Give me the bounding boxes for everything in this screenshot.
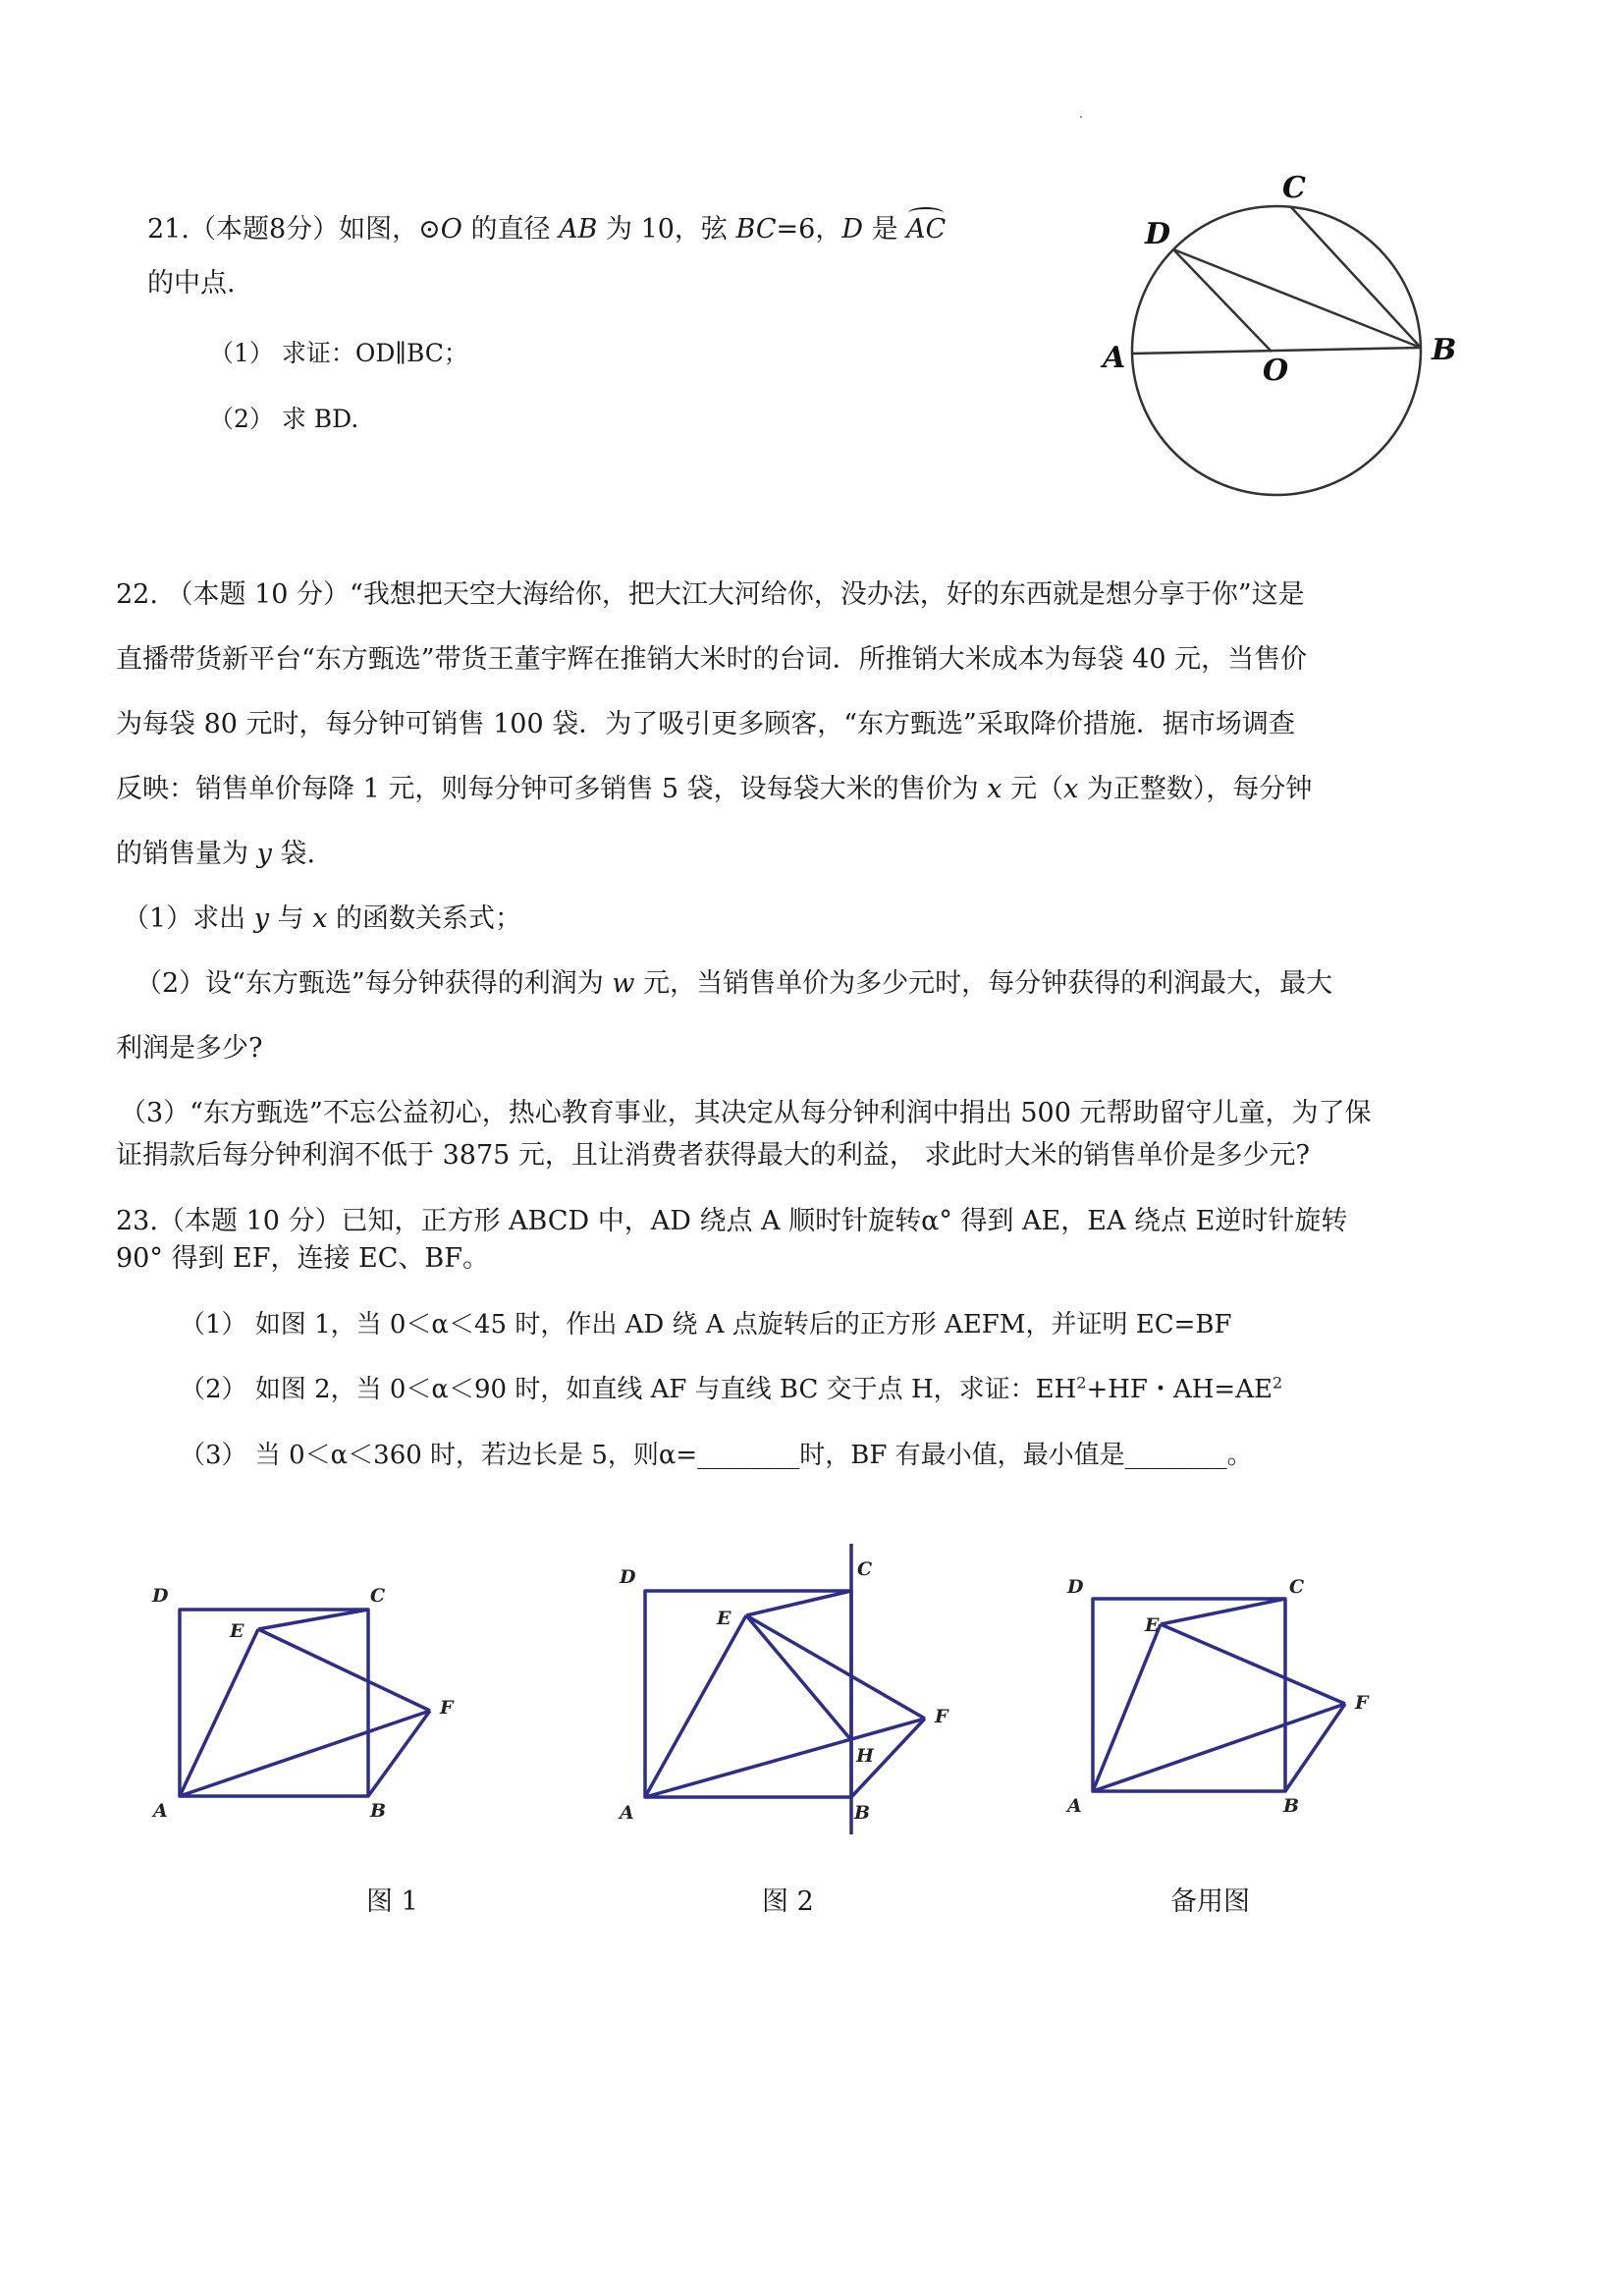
segment-af [645, 1719, 925, 1797]
q23-sub2 [180, 1373, 1282, 1406]
q22-sub2-b: 元，当销售单价为多少元时，每分钟获得的利润最大，最大 [634, 968, 1333, 999]
q23-sub1: （1） 如图 1，当 0＜α＜45 时，作出 AD 绕 A 点旋转后的正方形 AEFM，并证明 EC=BF [180, 1310, 1232, 1339]
superscript-2: 2 [1272, 1373, 1283, 1393]
circle-symbol: ⊙ [418, 214, 441, 245]
q22-sub1-a: （1）求出 [123, 903, 254, 934]
arc-ac: AC [906, 214, 947, 245]
square-abcd [645, 1591, 851, 1797]
fig2-label-a: A [620, 1802, 634, 1824]
q22-sub1-c: 的函数关系式； [327, 903, 522, 934]
square-abcd [1093, 1599, 1285, 1791]
q21-sub1: （1） 求证：OD∥BC； [209, 339, 468, 367]
var-w: w [612, 968, 635, 999]
segment-bf [368, 1711, 430, 1796]
segment-ef [746, 1615, 925, 1719]
fig2-label-d: D [620, 1566, 636, 1588]
q21-circle-figure [1090, 167, 1463, 511]
fig1-label-f: F [440, 1697, 454, 1719]
segment-ef [258, 1629, 430, 1711]
fig1-label-c: C [370, 1585, 386, 1607]
q23-figure-1 [147, 1571, 481, 1827]
q21-d: D [841, 214, 863, 245]
segment-ae [180, 1629, 258, 1796]
point-c-label: C [1282, 171, 1306, 205]
q23-sub3: （3） 当 0＜α＜360 时，若边长是 5，则α=________时，BF 有最小值，最小值是________。 [180, 1441, 1253, 1470]
q21-text-b: 为 10，弦 [597, 214, 736, 245]
backup-label-c: C [1289, 1576, 1305, 1598]
var-x: x [1063, 774, 1079, 804]
q23-line1: 23.（本题 10 分）已知，正方形 ABCD 中，AD 绕点 A 顺时针旋转α° 得到 AE，EA 绕点 E逆时针旋转 [116, 1206, 1348, 1236]
fig1-label-e: E [230, 1620, 244, 1642]
q21-bc: BC [735, 214, 777, 245]
q22-line4-b: 元（ [1001, 774, 1064, 804]
caption-figure-1: 图 1 [366, 1886, 418, 1917]
fig2-label-h: H [856, 1745, 874, 1767]
fig1-label-d: D [152, 1585, 169, 1607]
q22-line4-a: 反映：销售单价每降 1 元，则每分钟可多销售 5 袋，设每袋大米的售价为 [116, 774, 988, 804]
segment-eh [746, 1615, 851, 1740]
q23-line2: 90° 得到 EF，连接 EC、BF。 [116, 1243, 489, 1274]
caption-figure-2: 图 2 [762, 1886, 814, 1917]
q22-line4-c: 为正整数），每分钟 [1078, 774, 1313, 804]
q23-sub2-b: +HF・AH=AE [1086, 1375, 1272, 1404]
backup-label-a: A [1067, 1795, 1082, 1817]
backup-label-e: E [1145, 1614, 1160, 1636]
q22-sub1-b: 与 [269, 903, 313, 934]
fig2-label-c: C [857, 1558, 873, 1580]
var-x: x [987, 774, 1002, 804]
chord-db [1173, 249, 1421, 348]
segment-ec [746, 1591, 851, 1615]
superscript-2: 2 [1076, 1373, 1087, 1393]
backup-label-f: F [1355, 1692, 1369, 1714]
q22-line2: 直播带货新平台“东方甄选”带货王董宇辉在推销大米时的台词．所推销大米成本为每袋 40 元，当售价 [116, 644, 1308, 675]
point-d-label: D [1145, 217, 1171, 251]
q21-text-d: 是 [863, 214, 907, 245]
q22-sub2 [135, 967, 1332, 1001]
q22-sub1 [123, 902, 521, 936]
q22-sub3-line2: 证捐款后每分钟利润不低于 3875 元，且让消费者获得最大的利益， 求此时大米的销售单价是多少元? [116, 1140, 1310, 1171]
var-x: x [312, 903, 328, 934]
fig2-label-e: E [717, 1608, 731, 1629]
fig1-label-b: B [370, 1800, 387, 1822]
caption-backup-figure: 备用图 [1170, 1886, 1250, 1917]
q22-sub3-line1: （3）“东方甄选”不忘公益初心，热心教育事业，其决定从每分钟利润中捐出 500 元帮助留守儿童，为了保 [120, 1098, 1372, 1128]
segment-do [1173, 249, 1272, 352]
segment-ec [1161, 1599, 1285, 1624]
segment-ef [1161, 1624, 1345, 1704]
q21-sub2: （2） 求 BD. [209, 405, 359, 433]
q22-line4 [116, 773, 1312, 806]
q21-line2: 的中点. [147, 268, 236, 299]
q23-sub2-a: （2） 如图 2，当 0＜α＜90 时，如直线 AF 与直线 BC 交于点 H，求证：EH [180, 1375, 1077, 1404]
backup-label-b: B [1283, 1795, 1300, 1817]
q22-line5 [116, 838, 315, 871]
speck-mark [1080, 116, 1082, 118]
point-o-label: O [1263, 354, 1289, 388]
var-y: y [256, 839, 272, 869]
q22-line1: 22. （本题 10 分）“我想把天空大海给你，把大江大河给你，没办法，好的东西就是想分享于你”这是 [116, 579, 1305, 610]
q22-sub2-line2: 利润是多少? [116, 1033, 263, 1064]
circle-o: O [440, 214, 462, 245]
q21-text-a: 的直径 [461, 214, 560, 245]
fig2-label-b: B [854, 1802, 871, 1824]
q21-text-c: =6， [776, 214, 842, 245]
q23-backup-figure [1060, 1571, 1394, 1827]
segment-ec [258, 1610, 368, 1629]
segment-af [1093, 1704, 1345, 1791]
segment-ae [1093, 1624, 1161, 1791]
q22-line5-b: 袋. [271, 839, 316, 869]
q22-line5-a: 的销售量为 [116, 839, 257, 869]
fig2-label-f: F [935, 1706, 948, 1727]
point-a-label: A [1103, 341, 1126, 375]
q22-sub2-a: （2）设“东方甄选”每分钟获得的利润为 [135, 968, 613, 999]
q21-line1 [147, 213, 946, 246]
segment-ae [645, 1615, 746, 1797]
segment-af [180, 1711, 430, 1796]
q22-line3: 为每袋 80 元时，每分钟可销售 100 袋．为了吸引更多顾客，“东方甄选”采取降价措施．据市场调查 [116, 709, 1295, 739]
var-y: y [253, 903, 270, 934]
q23-figure-2 [604, 1542, 967, 1836]
segment-bf [1285, 1704, 1345, 1791]
fig1-label-a: A [153, 1800, 168, 1822]
q21-ab: AB [559, 214, 598, 245]
point-b-label: B [1432, 333, 1457, 367]
backup-label-d: D [1067, 1576, 1084, 1598]
q21-prefix: 21.（本题8分）如图， [147, 214, 419, 245]
